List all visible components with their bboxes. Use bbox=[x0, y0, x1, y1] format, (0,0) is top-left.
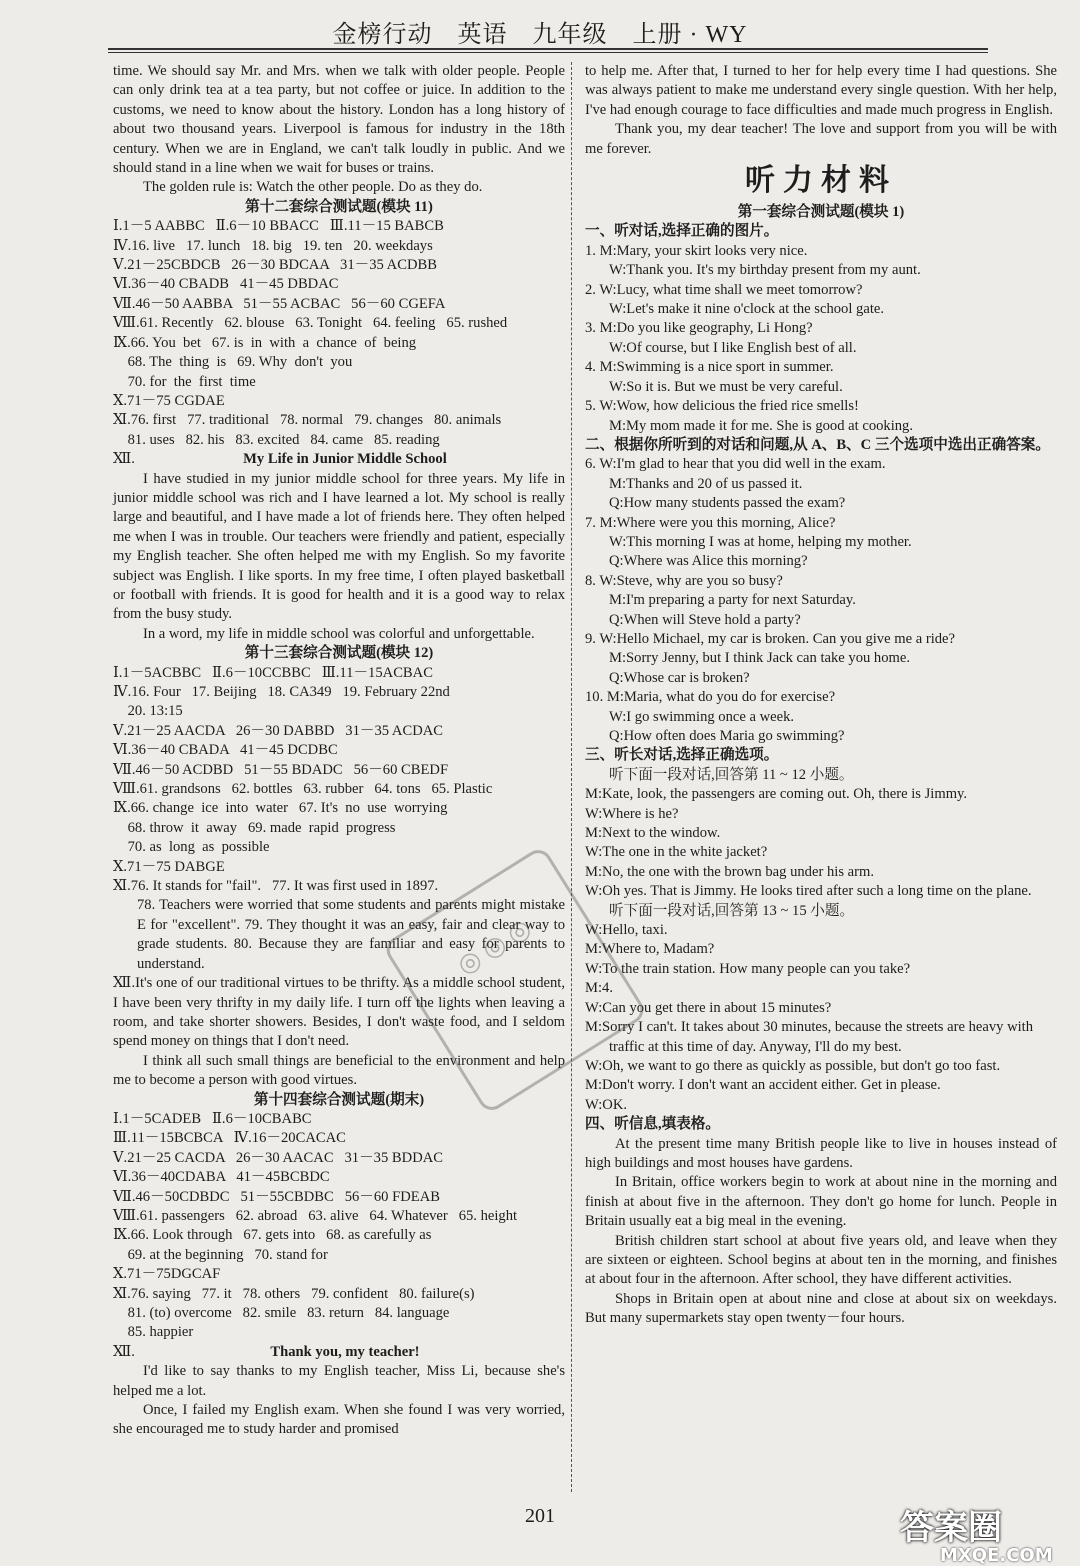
section2-title: 二、根据你所听到的对话和问题,从 A、B、C 三个选项中选出正确答案。 bbox=[585, 436, 1050, 453]
page-number: 201 bbox=[525, 1505, 555, 1527]
answer-line: Ⅷ.61. Recently 62. blouse 63. Tonight 64. feeling 65. rushed bbox=[113, 315, 508, 332]
dialog-line: W:Hello, taxi. bbox=[585, 922, 668, 939]
header-rule-thin bbox=[108, 52, 988, 53]
test13-title: 第十三套综合测试题(模块 12) bbox=[244, 645, 434, 662]
section3-title: 三、听长对话,选择正确选项。 bbox=[585, 747, 779, 764]
answer-line: Ⅴ.21－25CBDCB 26－30 BDCAA 31－35 ACDBB bbox=[113, 257, 437, 274]
test14-title: 第十四套综合测试题(期末) bbox=[253, 1091, 425, 1108]
continued-essay-p2: Thank you, my dear teacher! The love and support from you will be with me forever. bbox=[585, 121, 1057, 157]
answer-line: Ⅶ.46－50CDBDC 51－55CBDBC 56－60 FDEAB bbox=[113, 1188, 440, 1205]
section1-dialogs bbox=[585, 242, 1057, 436]
dialog-line: W:Oh yes. That is Jimmy. He looks tired after such a long time on the plane. bbox=[585, 883, 1032, 900]
header-rule bbox=[108, 48, 988, 50]
golden-rule: The golden rule is: Watch the other people. Do as they do. bbox=[143, 179, 483, 196]
test13-q12-p2: I think all such small things are beneficial to the environment and help me to become a person with good virtues. bbox=[113, 1052, 565, 1089]
dialog-line: M:Don't worry. I don't want an accident either. Get in please. bbox=[585, 1077, 941, 1094]
dialog-line: Q:How often does Maria go swimming? bbox=[609, 728, 845, 744]
dialog-line: Q:When will Steve hold a party? bbox=[609, 611, 801, 628]
dialog-line: 4. M:Swimming is a nice sport in summer. bbox=[585, 359, 834, 376]
column-divider bbox=[571, 62, 572, 1492]
answer-line: 70. for the first time bbox=[113, 373, 256, 390]
answer-line: Ⅹ.71－75 CGDAE bbox=[113, 392, 225, 409]
answer-line: Ⅸ.66. You bet 67. is in with a chance of being bbox=[113, 334, 417, 351]
answer-line: Ⅶ.46－50 ACDBD 51－55 BDADC 56－60 CBEDF bbox=[113, 761, 449, 778]
section3-intro2: 听下面一段对话,回答第 13 ~ 15 小题。 bbox=[609, 902, 855, 919]
dialog-line: 2. W:Lucy, what time shall we meet tomorrow? bbox=[585, 281, 863, 298]
stamp-seal-icon: ◎ ◎ ◎ bbox=[452, 912, 537, 981]
watermark-url: MXQE.COM bbox=[940, 1545, 1053, 1566]
dialog-line: M:Where to, Madam? bbox=[585, 941, 715, 958]
test13-q78: 78. Teachers were worried that some students and parents might mistake E for "excellent". 79. They thought it was an easy, fair and clear way to grade students. 80. Because they are familiar and easy for parents to understand. bbox=[137, 897, 565, 972]
dialog-line: Q:Whose car is broken? bbox=[609, 669, 750, 686]
answer-line: Ⅰ.1－5 AABBC Ⅱ.6－10 BBACC Ⅲ.11－15 BABCB bbox=[113, 218, 444, 235]
answer-line: Ⅴ.21－25 AACDA 26－30 DABBD 31－35 ACDAC bbox=[113, 722, 444, 739]
dialog-line: W:Let's make it nine o'clock at the school gate. bbox=[609, 301, 885, 318]
answer-line: Ⅺ.76. It stands for "fail". 77. It was first used in 1897. bbox=[113, 878, 439, 895]
passage-paragraph: British children start school at about five years old, and leave when they are sixteen or eighteen. School begins at about ten in the morning, and finishes at about four in the afternoon. After school, they have different activities. bbox=[585, 1232, 1057, 1288]
test12-answers bbox=[113, 217, 565, 450]
answer-line: 70. as long as possible bbox=[113, 839, 270, 856]
dialog-line: M:No, the one with the brown bag under his arm. bbox=[585, 863, 874, 880]
essay-title: Thank you, my teacher! bbox=[270, 1343, 420, 1360]
section4-title: 四、听信息,填表格。 bbox=[585, 1116, 720, 1133]
test12-title: 第十二套综合测试题(模块 11) bbox=[245, 198, 433, 215]
answer-line: Ⅹ.71－75DGCAF bbox=[113, 1266, 221, 1283]
answer-line: 20. 13:15 bbox=[113, 703, 183, 720]
essay-title: My Life in Junior Middle School bbox=[243, 451, 447, 468]
test13-answers bbox=[113, 664, 565, 897]
right-column bbox=[585, 62, 1057, 1329]
answer-line: 69. at the beginning 70. stand for bbox=[113, 1246, 328, 1263]
dialog-line: Q:Where was Alice this morning? bbox=[609, 553, 808, 570]
intro-paragraph: time. We should say Mr. and Mrs. when we talk with older people. People can only drink tea at a tea party, but not coffee or juice. In addition to the customs, we need to know about the history. London has a long history of about two thousand years. Liverpool is famous for industry in the 18th century. When we are in England, we can't talk loudly in public. And we should stand in a line when we wait for buses or trains. bbox=[113, 63, 565, 177]
section1-title: 一、听对话,选择正确的图片。 bbox=[585, 223, 779, 240]
dialog-line: W:The one in the white jacket? bbox=[585, 844, 768, 861]
answer-line: Ⅶ.46－50 AABBA 51－55 ACBAC 56－60 CGEFA bbox=[113, 295, 446, 312]
dialog-line: W:So it is. But we must be very careful. bbox=[609, 378, 843, 395]
answer-line: Ⅺ.76. first 77. traditional 78. normal 79. changes 80. animals bbox=[113, 412, 502, 429]
dialog-line: M:Kate, look, the passengers are coming out. Oh, there is Jimmy. bbox=[585, 786, 968, 803]
test12-essay-p2: In a word, my life in middle school was colorful and unforgettable. bbox=[143, 625, 535, 642]
answer-line: 68. The thing is 69. Why don't you bbox=[113, 354, 353, 371]
section3-intro1: 听下面一段对话,回答第 11 ~ 12 小题。 bbox=[609, 766, 854, 783]
dialog-line: W:To the train station. How many people can you take? bbox=[585, 960, 911, 977]
dialog-line: M:I'm preparing a party for next Saturday. bbox=[609, 592, 856, 609]
page-header: 金榜行动 英语 九年级 上册 · WY bbox=[332, 22, 748, 48]
continued-essay-p1: to help me. After that, I turned to her for help every time I had questions. She was always patient to make me understand every single question. With her help, I've had enough courage to face difficulties and made much progress in English. bbox=[585, 63, 1057, 118]
dialog-line: W:Oh, we want to go there as quickly as possible, but don't go too fast. bbox=[585, 1057, 1001, 1074]
test12-essay-heading bbox=[113, 450, 565, 469]
dialog-line: M:My mom made it for me. She is good at cooking. bbox=[609, 417, 914, 434]
answer-line: Ⅷ.61. passengers 62. abroad 63. alive 64. Whatever 65. height bbox=[113, 1207, 518, 1224]
passage-paragraph: At the present time many British people like to live in houses instead of high buildings and most houses have gardens. bbox=[585, 1135, 1057, 1171]
dialog-line: 7. M:Where were you this morning, Alice? bbox=[585, 514, 836, 531]
answer-line: Ⅲ.11－15BCBCA Ⅳ.16－20CACAC bbox=[113, 1130, 346, 1147]
test14-answers bbox=[113, 1110, 565, 1343]
left-column bbox=[113, 62, 565, 1440]
dialog-line: M:Next to the window. bbox=[585, 825, 721, 842]
listening-subtitle: 第一套综合测试题(模块 1) bbox=[737, 204, 905, 221]
passage-paragraph: In Britain, office workers begin to work at about nine in the morning and finish at about five in the afternoon. They don't go home for lunch. People in Britain usually eat a big meal in the evening. bbox=[585, 1174, 1057, 1230]
dialog-line: W:Of course, but I like English best of all. bbox=[609, 339, 857, 356]
passage-paragraph: Shops in Britain open at about nine and close at about six on weekdays. But many supermarkets stay open twenty－four hours. bbox=[585, 1290, 1057, 1327]
q12-text: It's one of our traditional virtues to be thrifty. As a middle school student, I have been very thrifty in my daily life. I turn off the lights when leaving a room, and take shorter showers. Besides, I don't waste food, and I seldom spend money on things that I don't need. bbox=[113, 975, 565, 1050]
dialog-line: 10. M:Maria, what do you do for exercise? bbox=[585, 689, 836, 706]
dialog-line: W:Where is he? bbox=[585, 805, 679, 822]
test14-essay-p1: I'd like to say thanks to my English teacher, Miss Li, because she's helped me a lot. bbox=[113, 1363, 565, 1399]
answer-line: Ⅰ.1－5CADEB Ⅱ.6－10CBABC bbox=[113, 1110, 312, 1127]
dialog-line: W:Can you get there in about 15 minutes? bbox=[585, 999, 832, 1016]
dialog-line: Q:How many students passed the exam? bbox=[609, 495, 846, 512]
essay-label: Ⅻ. bbox=[113, 1343, 135, 1360]
dialog-line: W:This morning I was at home, helping my mother. bbox=[609, 533, 912, 550]
answer-line: Ⅴ.21－25 CACDA 26－30 AACAC 31－35 BDDAC bbox=[113, 1149, 444, 1166]
dialog-line: 8. W:Steve, why are you so busy? bbox=[585, 572, 783, 589]
test12-essay-p1: I have studied in my junior middle school for three years. My life in junior middle school was rich and I have learned a lot. My school is really large and beautiful, and I have made a lot of friends here. They often helped me when I was in trouble. Our teachers were friendly and patient, especially my English teacher. She often helped me with my English. So my favorite subject was English. I like sports. In my free time, I often played basketball or football with friends. It is good for health and it is a good way to relax from the busy study. bbox=[113, 470, 565, 623]
answer-line: Ⅺ.76. saying 77. it 78. others 79. confident 80. failure(s) bbox=[113, 1285, 475, 1302]
dialog-line: W:Thank you. It's my birthday present from my aunt. bbox=[609, 262, 921, 279]
section3-dialog1 bbox=[585, 785, 1057, 901]
answer-line: Ⅷ.61. grandsons 62. bottles 63. rubber 64. tons 65. Plastic bbox=[113, 781, 493, 798]
dialog-line: 1. M:Mary, your skirt looks very nice. bbox=[585, 242, 808, 259]
answer-line: Ⅸ.66. change ice into water 67. It's no use worrying bbox=[113, 800, 448, 817]
dialog-line: 5. W:Wow, how delicious the fried rice smells! bbox=[585, 398, 859, 415]
answer-line: Ⅰ.1－5ACBBC Ⅱ.6－10CCBBC Ⅲ.11－15ACBAC bbox=[113, 664, 433, 681]
section3-dialog2 bbox=[585, 921, 1057, 1115]
test14-essay-heading bbox=[113, 1343, 565, 1362]
answer-line: 81. (to) overcome 82. smile 83. return 84. language bbox=[113, 1305, 450, 1321]
dialog-line: M:Sorry Jenny, but I think Jack can take you home. bbox=[609, 650, 911, 667]
section2-dialogs bbox=[585, 455, 1057, 746]
answer-line: 68. throw it away 69. made rapid progress bbox=[113, 819, 396, 836]
dialog-line: 6. W:I'm glad to hear that you did well in the exam. bbox=[585, 456, 886, 473]
q12-label: Ⅻ. bbox=[113, 975, 136, 992]
site-watermark bbox=[900, 1500, 1070, 1566]
answer-line: 85. happier bbox=[113, 1324, 194, 1341]
answer-line: Ⅹ.71－75 DABGE bbox=[113, 858, 225, 875]
dialog-line: M:Sorry I can't. It takes about 30 minutes, because the streets are heavy with traffic at this time of day. Anyway, I'll do my best. bbox=[585, 1019, 1034, 1055]
answer-line: 81. uses 82. his 83. excited 84. came 85. reading bbox=[113, 431, 440, 448]
answer-line: Ⅳ.16. live 17. lunch 18. big 19. ten 20. weekdays bbox=[113, 237, 433, 254]
watermark-logo: 答案圈 bbox=[900, 1508, 1002, 1548]
dialog-line: W:I go swimming once a week. bbox=[609, 708, 795, 725]
dialog-line: 9. W:Hello Michael, my car is broken. Can you give me a ride? bbox=[585, 630, 956, 647]
answer-line: Ⅵ.36－40 CBADA 41－45 DCDBC bbox=[113, 742, 338, 759]
dialog-line: W:OK. bbox=[585, 1096, 628, 1113]
answer-line: Ⅵ.36－40CDABA 41－45BCBDC bbox=[113, 1169, 330, 1186]
dialog-line: 3. M:Do you like geography, Li Hong? bbox=[585, 320, 813, 337]
test14-essay-p2: Once, I failed my English exam. When she found I was very worried, she encouraged me to study harder and promised bbox=[113, 1402, 565, 1438]
section4-passage bbox=[585, 1135, 1057, 1329]
dialog-line: M:Thanks and 20 of us passed it. bbox=[609, 475, 803, 492]
essay-label: Ⅻ. bbox=[113, 451, 135, 468]
listening-title: 听力材料 bbox=[745, 164, 897, 198]
answer-line: Ⅸ.66. Look through 67. gets into 68. as carefully as bbox=[113, 1227, 432, 1244]
answer-line: Ⅵ.36－40 CBADB 41－45 DBDAC bbox=[113, 276, 339, 293]
answer-line: Ⅳ.16. Four 17. Beijing 18. CA349 19. February 22nd bbox=[113, 684, 450, 700]
dialog-line: M:4. bbox=[585, 980, 613, 997]
